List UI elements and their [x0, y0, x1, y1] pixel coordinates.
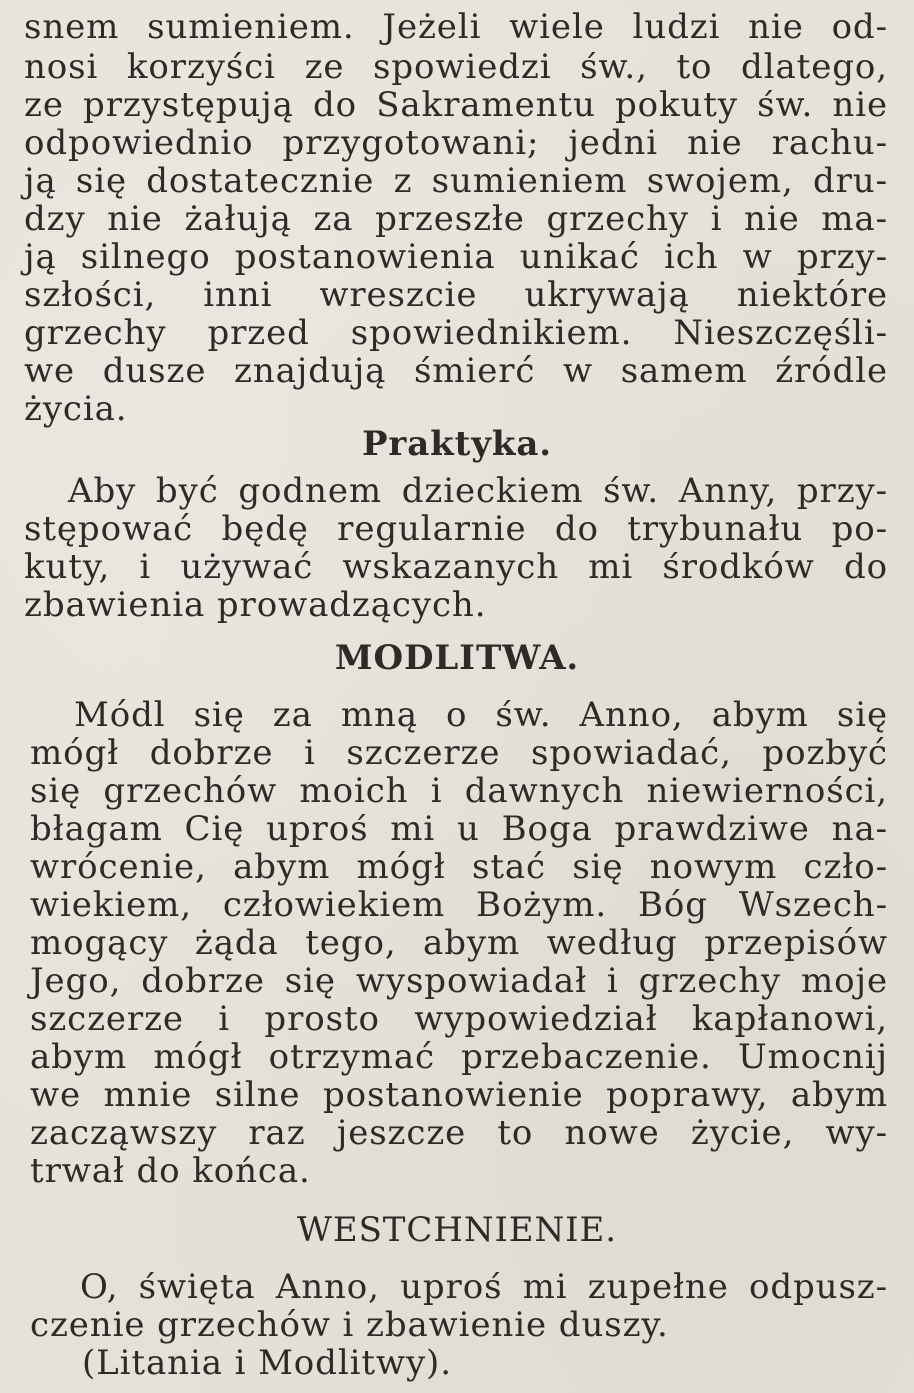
modlitwa-line: we mnie silne postanowienie poprawy, abym: [30, 1075, 888, 1115]
modlitwa-line: szczerze i prosto wypowiedział kapłanowi,: [30, 999, 888, 1039]
section-heading-modlitwa: MODLITWA.: [334, 638, 580, 678]
modlitwa-line: mogący żąda tego, abym według przepisów: [30, 923, 888, 963]
paragraph-line: ją silnego postanowienia unikać ich w przy-: [24, 237, 888, 277]
praktyka-line: Aby być godnem dzieckiem św. Anny, przy-: [68, 471, 888, 511]
westchnienie-line: czenie grzechów i zbawienie duszy.: [30, 1305, 669, 1345]
modlitwa-line: błagam Cię uproś mi u Boga prawdziwe na-: [30, 809, 888, 849]
paragraph-line: nosi korzyści ze spowiedzi św., to dlatego,: [24, 47, 888, 87]
modlitwa-line: mógł dobrze i szczerze spowiadać, pozbyć: [30, 733, 888, 773]
paragraph-line: ze przystępują do Sakramentu pokuty św. nie: [24, 85, 888, 125]
modlitwa-line: trwał do końca.: [30, 1151, 311, 1191]
praktyka-line: kuty, i używać wskazanych mi środków do: [24, 547, 888, 587]
paragraph-line: snem sumieniem. Jeżeli wiele ludzi nie od-: [24, 7, 888, 47]
westchnienie-line: O, święta Anno, uproś mi zupełne odpusz-: [80, 1267, 888, 1307]
modlitwa-line: się grzechów moich i dawnych niewierności,: [30, 771, 888, 811]
paragraph-line: dzy nie żałują za przeszłe grzechy i nie ma-: [24, 199, 888, 239]
praktyka-line: zbawienia prowadzących.: [24, 585, 487, 625]
paragraph-line: we dusze znajdują śmierć w samem źródle: [24, 351, 888, 391]
modlitwa-line: zacząwszy raz jeszcze to nowe życie, wy-: [30, 1113, 888, 1153]
paragraph-line: szłości, inni wreszcie ukrywają niektóre: [24, 275, 888, 315]
paragraph-line: grzechy przed spowiednikiem. Nieszczęśli-: [24, 313, 888, 353]
paragraph-line: ją się dostatecznie z sumieniem swojem, dru-: [24, 161, 888, 201]
praktyka-line: stępować będę regularnie do trybunału po-: [24, 509, 888, 549]
modlitwa-line: wiekiem, człowiekiem Bożym. Bóg Wszech-: [30, 885, 888, 925]
westchnienie-line: (Litania i Modlitwy).: [82, 1343, 452, 1383]
modlitwa-line: Módl się za mną o św. Anno, abym się: [74, 695, 888, 735]
modlitwa-line: Jego, dobrze się wyspowiadał i grzechy moje: [30, 961, 888, 1001]
modlitwa-line: wrócenie, abym mógł stać się nowym czło-: [30, 847, 888, 887]
section-heading-praktyka: Praktyka.: [361, 424, 553, 464]
paragraph-line: odpowiednio przygotowani; jedni nie rachu-: [24, 123, 888, 163]
paragraph-line: życia.: [24, 389, 128, 429]
section-heading-westchnienie: WESTCHNIENIE.: [297, 1210, 617, 1250]
modlitwa-line: abym mógł otrzymać przebaczenie. Umocnij: [30, 1037, 888, 1077]
